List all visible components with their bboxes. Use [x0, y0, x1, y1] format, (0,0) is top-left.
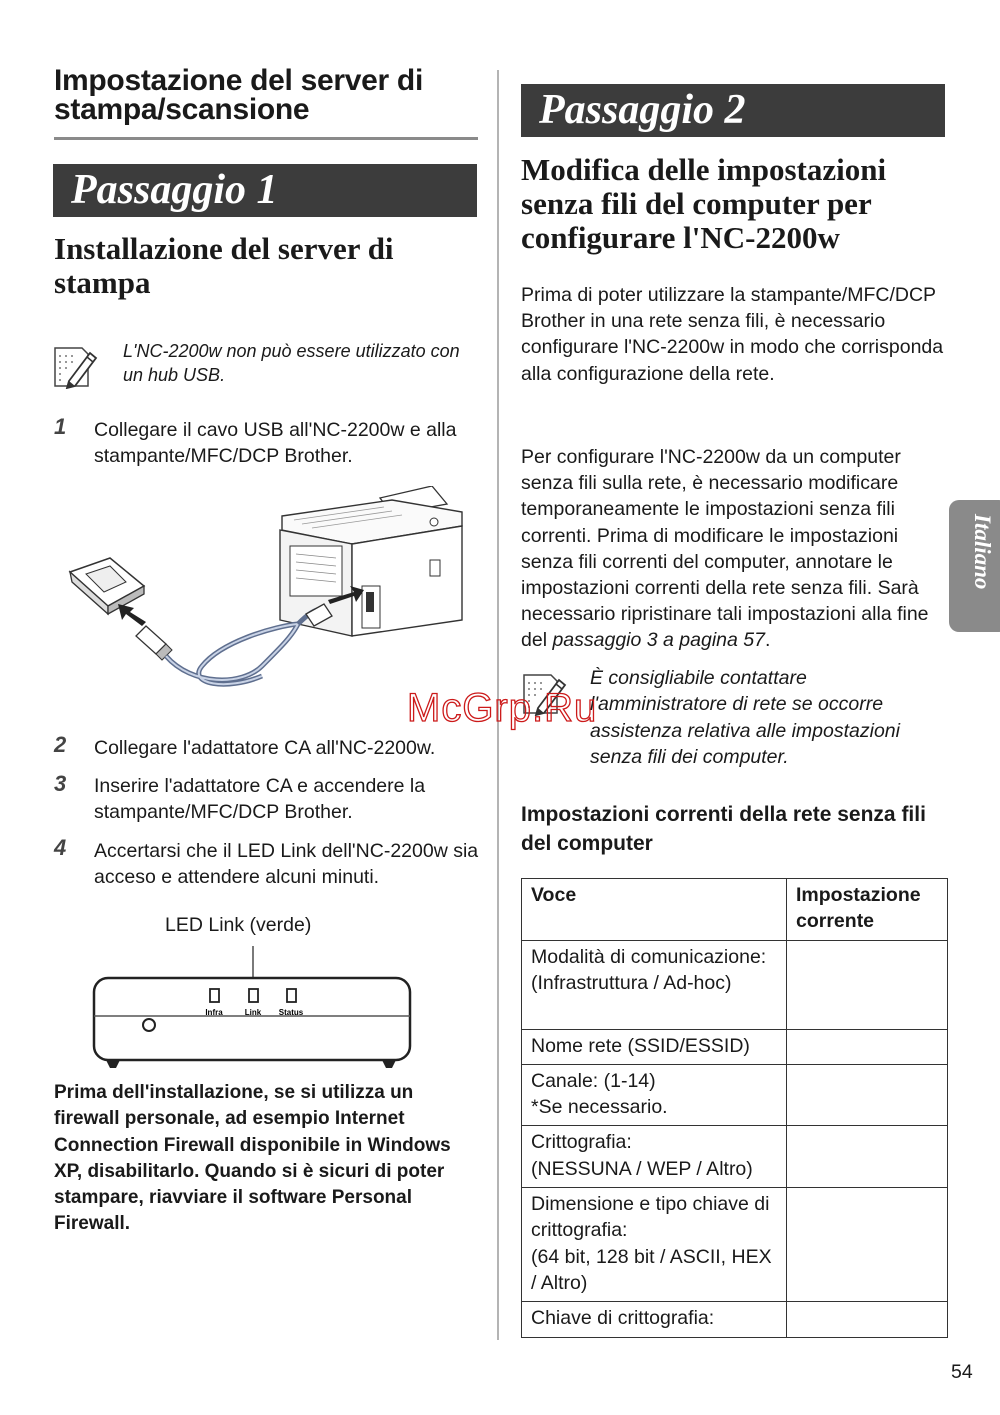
- row-label: Canale: (1-14) *Se necessario.: [522, 1064, 787, 1126]
- watermark: McGrp.Ru: [407, 686, 598, 730]
- table-row: [522, 1029, 948, 1064]
- step1-text: Collegare il cavo USB all'NC-2200w e alla stampante/MFC/DCP Brother.: [94, 419, 457, 467]
- table-row: [522, 940, 948, 1029]
- step4-text: Accertarsi che il LED Link dell'NC-2200w sia acceso e attendere alcuni minuti.: [94, 840, 479, 888]
- nc2200w-front-illustration: [92, 936, 414, 1070]
- row-value-cell[interactable]: [787, 940, 948, 1029]
- intro-paragraph: Prima di poter utilizzare la stampante/MFC/DCP Brother in una rete senza fili, è necessario configurare l'NC-2200w in modo che corrisponda alla configurazione della rete.: [521, 284, 944, 385]
- table-header-row: [522, 879, 948, 941]
- configure-paragraph-main: Per configurare l'NC-2200w da un computer senza fili sulla rete, è necessario modificare temporaneamente le impostazioni senza fili correnti. Prima di modificare le impostazioni senza fili correnti del computer, annotare le impostazioni correnti della rete senza fili. Sarà necessario ripristinare tali impostazioni alla fine del: [521, 446, 929, 652]
- configure-paragraph: [521, 444, 946, 654]
- language-tab-label: Italiano: [970, 514, 995, 590]
- column-header-voce: Voce: [522, 879, 787, 941]
- column-header-impostazione: Impostazione corrente: [787, 879, 948, 941]
- step3-number: 3: [54, 771, 67, 796]
- led-link-name: Link: [244, 1008, 262, 1017]
- step1-number: 1: [54, 414, 67, 439]
- wireless-settings-table: [521, 878, 948, 1338]
- step1-banner: Passaggio 1: [53, 164, 477, 217]
- note-pencil-icon: [52, 343, 98, 389]
- table-heading: Impostazioni correnti della rete senza fili del computer: [521, 803, 926, 855]
- row-value-cell[interactable]: [787, 1188, 948, 1302]
- row-label: Modalità di comunicazione: (Infrastruttura / Ad-hoc): [522, 940, 787, 1029]
- row-label: Crittografia: (NESSUNA / WEP / Altro): [522, 1126, 787, 1188]
- row-value-cell[interactable]: [787, 1302, 948, 1337]
- row-value-cell[interactable]: [787, 1064, 948, 1126]
- step2-heading: Modifica delle impostazioni senza fili del computer per configurare l'NC-2200w: [521, 152, 887, 255]
- table-row: [522, 1188, 948, 1302]
- section-title: Impostazione del server di stampa/scansione: [54, 64, 423, 126]
- firewall-warning: Prima dell'installazione, se si utilizza un firewall personale, ad esempio Internet Connection Firewall disponibile in Windows XP, disabilitarlo. Quando si è sicuri di poter stampare, riavviare il software Personal Firewall.: [54, 1082, 451, 1235]
- row-label: Dimensione e tipo chiave di crittografia: (64 bit, 128 bit / ASCII, HEX / Altro): [522, 1188, 787, 1302]
- led-infra-label: Infra: [205, 1008, 223, 1017]
- section-rule: [54, 137, 478, 140]
- led-link-label: LED Link (verde): [165, 914, 312, 936]
- led-status-label: Status: [278, 1008, 304, 1017]
- page-number: 54: [951, 1361, 973, 1383]
- note1-text: L'NC-2200w non può essere utilizzato con un hub USB.: [123, 341, 460, 385]
- table-row: [522, 1302, 948, 1337]
- language-side-tab: [949, 500, 1000, 632]
- row-value-cell[interactable]: [787, 1029, 948, 1064]
- note2-text: È consigliabile contattare l'amministratore di rete se occorre assistenza relativa alle impostazioni senza fili dei computer.: [590, 667, 900, 768]
- table-row: [522, 1064, 948, 1126]
- step1-heading: Installazione del server di stampa: [54, 231, 394, 300]
- step2-number: 2: [54, 732, 67, 757]
- row-label: Chiave di crittografia:: [522, 1302, 787, 1337]
- step2-text: Collegare l'adattatore CA all'NC-2200w.: [94, 737, 436, 759]
- table-row: [522, 1126, 948, 1188]
- step2-banner: Passaggio 2: [521, 84, 945, 137]
- row-value-cell[interactable]: [787, 1126, 948, 1188]
- page-reference: passaggio 3 a pagina 57: [552, 629, 765, 652]
- step4-number: 4: [54, 835, 67, 860]
- printer-usb-connection-illustration: [62, 486, 482, 691]
- configure-paragraph-end: .: [764, 629, 771, 652]
- row-label: Nome rete (SSID/ESSID): [522, 1029, 787, 1064]
- step3-text: Inserire l'adattatore CA e accendere la stampante/MFC/DCP Brother.: [94, 775, 426, 823]
